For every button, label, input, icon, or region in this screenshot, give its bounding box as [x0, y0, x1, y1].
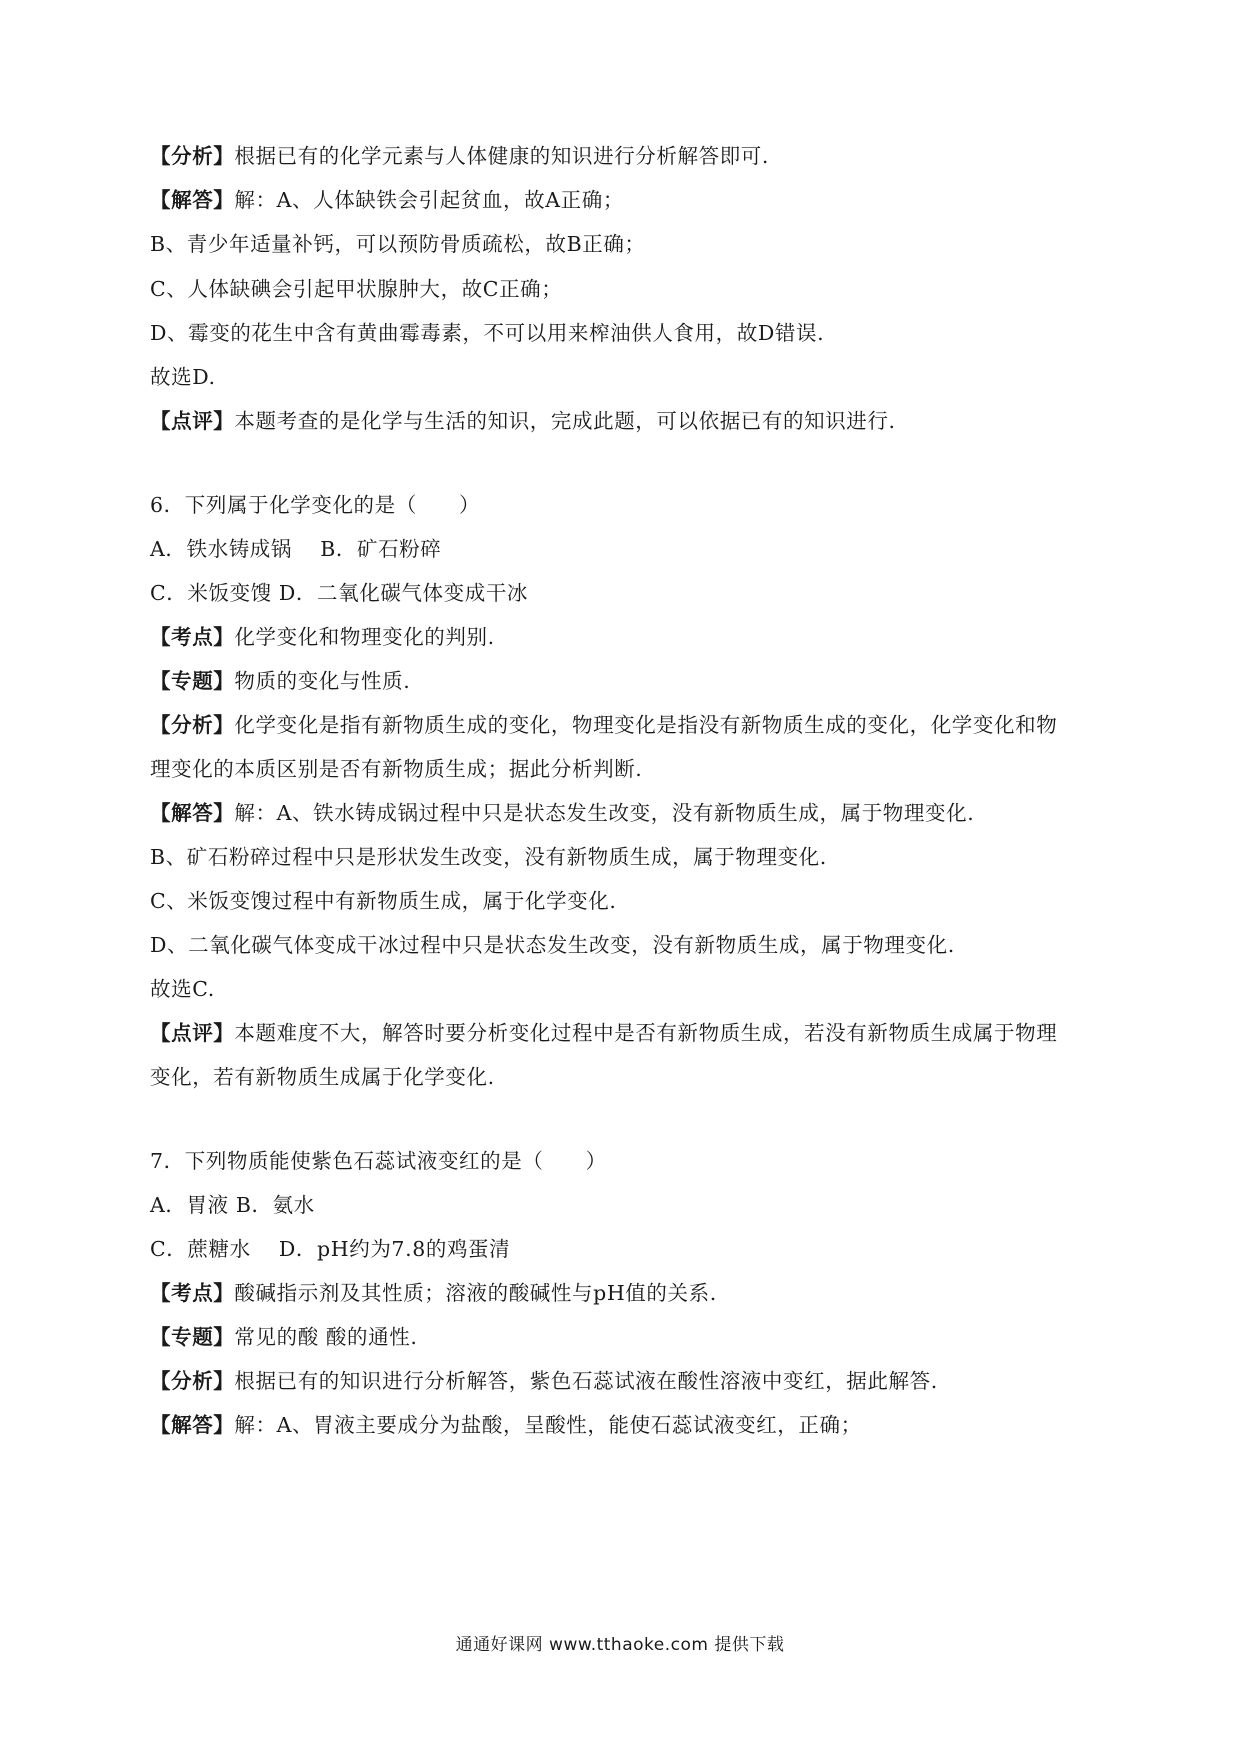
q6-comment-line: [150, 1020, 1110, 1046]
q7-solution-line: [150, 1412, 1110, 1438]
question-6-options-ab: A．铁水铸成锅 B．矿石粉碎: [150, 537, 442, 561]
analysis-text: 化学变化是指有新物质生成的变化，物理变化是指没有新物质生成的变化，化学变化和物: [234, 713, 1058, 737]
comment-text: 本题难度不大，解答时要分析变化过程中是否有新物质生成，若没有新物质生成属于物理: [234, 1021, 1058, 1045]
subject-text: 物质的变化与性质.: [234, 669, 411, 693]
solution-text: 解：A、铁水铸成锅过程中只是状态发生改变，没有新物质生成，属于物理变化.: [234, 801, 975, 825]
subject-text: 常见的酸 酸的通性.: [234, 1325, 418, 1349]
q6-topic-line: [150, 624, 1110, 650]
q6-solution-option-d: D、二氧化碳气体变成干冰过程中只是状态发生改变，没有新物质生成，属于物理变化.: [150, 933, 955, 957]
q6-answer-line: 故选C.: [150, 977, 215, 1001]
analysis-tag: 【分析】: [150, 1369, 235, 1393]
topic-tag: 【考点】: [150, 625, 235, 649]
q6-analysis-line: [150, 712, 1110, 738]
q7-analysis-line: [150, 1368, 1110, 1394]
comment-line: [150, 408, 1110, 434]
analysis-tag: 【分析】: [150, 144, 235, 168]
solution-text: 解：A、人体缺铁会引起贫血，故A正确；: [234, 188, 624, 212]
analysis-text: 根据已有的化学元素与人体健康的知识进行分析解答即可.: [234, 144, 770, 168]
solution-tag: 【解答】: [150, 801, 235, 825]
solution-line: [150, 187, 1110, 213]
analysis-text: 根据已有的知识进行分析解答，紫色石蕊试液在酸性溶液中变红，据此解答.: [234, 1369, 938, 1393]
solution-option-c: C、人体缺碘会引起甲状腺肿大，故C正确；: [150, 277, 563, 301]
comment-tag: 【点评】: [150, 409, 235, 433]
topic-tag: 【考点】: [150, 1281, 235, 1305]
question-7-options-cd: C．蔗糖水 D．pH约为7.8的鸡蛋清: [150, 1237, 511, 1261]
solution-tag: 【解答】: [150, 188, 235, 212]
answer-line: 故选D.: [150, 365, 216, 389]
solution-text: 解：A、胃液主要成分为盐酸，呈酸性，能使石蕊试液变红，正确；: [234, 1413, 862, 1437]
page-footer: 通通好课网 www.tthaoke.com 提供下载: [455, 1635, 785, 1655]
solution-option-b: B、青少年适量补钙，可以预防骨质疏松，故B正确；: [150, 232, 646, 256]
q6-solution-line: [150, 800, 1110, 826]
q6-comment-continued: 变化，若有新物质生成属于化学变化.: [150, 1065, 495, 1089]
solution-tag: 【解答】: [150, 1413, 235, 1437]
q7-subject-line: [150, 1324, 1110, 1350]
question-7-stem: 7．下列物质能使紫色石蕊试液变红的是（ ）: [150, 1149, 607, 1173]
topic-text: 酸碱指示剂及其性质；溶液的酸碱性与pH值的关系.: [234, 1281, 717, 1305]
subject-tag: 【专题】: [150, 1325, 235, 1349]
solution-option-d: D、霉变的花生中含有黄曲霉毒素，不可以用来榨油供人食用，故D错误.: [150, 321, 825, 345]
q6-subject-line: [150, 668, 1110, 694]
question-7-options-ab: A．胃液 B．氨水: [150, 1193, 315, 1217]
topic-text: 化学变化和物理变化的判别.: [234, 625, 495, 649]
analysis-tag: 【分析】: [150, 713, 235, 737]
q6-analysis-continued: 理变化的本质区别是否有新物质生成；据此分析判断.: [150, 757, 643, 781]
question-6-stem: 6．下列属于化学变化的是（ ）: [150, 493, 481, 517]
q7-topic-line: [150, 1280, 1110, 1306]
question-6-options-cd: C．米饭变馊 D．二氧化碳气体变成干冰: [150, 581, 529, 605]
q6-solution-option-c: C、米饭变馊过程中有新物质生成，属于化学变化.: [150, 889, 617, 913]
comment-tag: 【点评】: [150, 1021, 235, 1045]
q6-solution-option-b: B、矿石粉碎过程中只是形状发生改变，没有新物质生成，属于物理变化.: [150, 845, 827, 869]
subject-tag: 【专题】: [150, 669, 235, 693]
analysis-line: [150, 143, 1110, 169]
comment-text: 本题考查的是化学与生活的知识，完成此题，可以依据已有的知识进行.: [234, 409, 896, 433]
